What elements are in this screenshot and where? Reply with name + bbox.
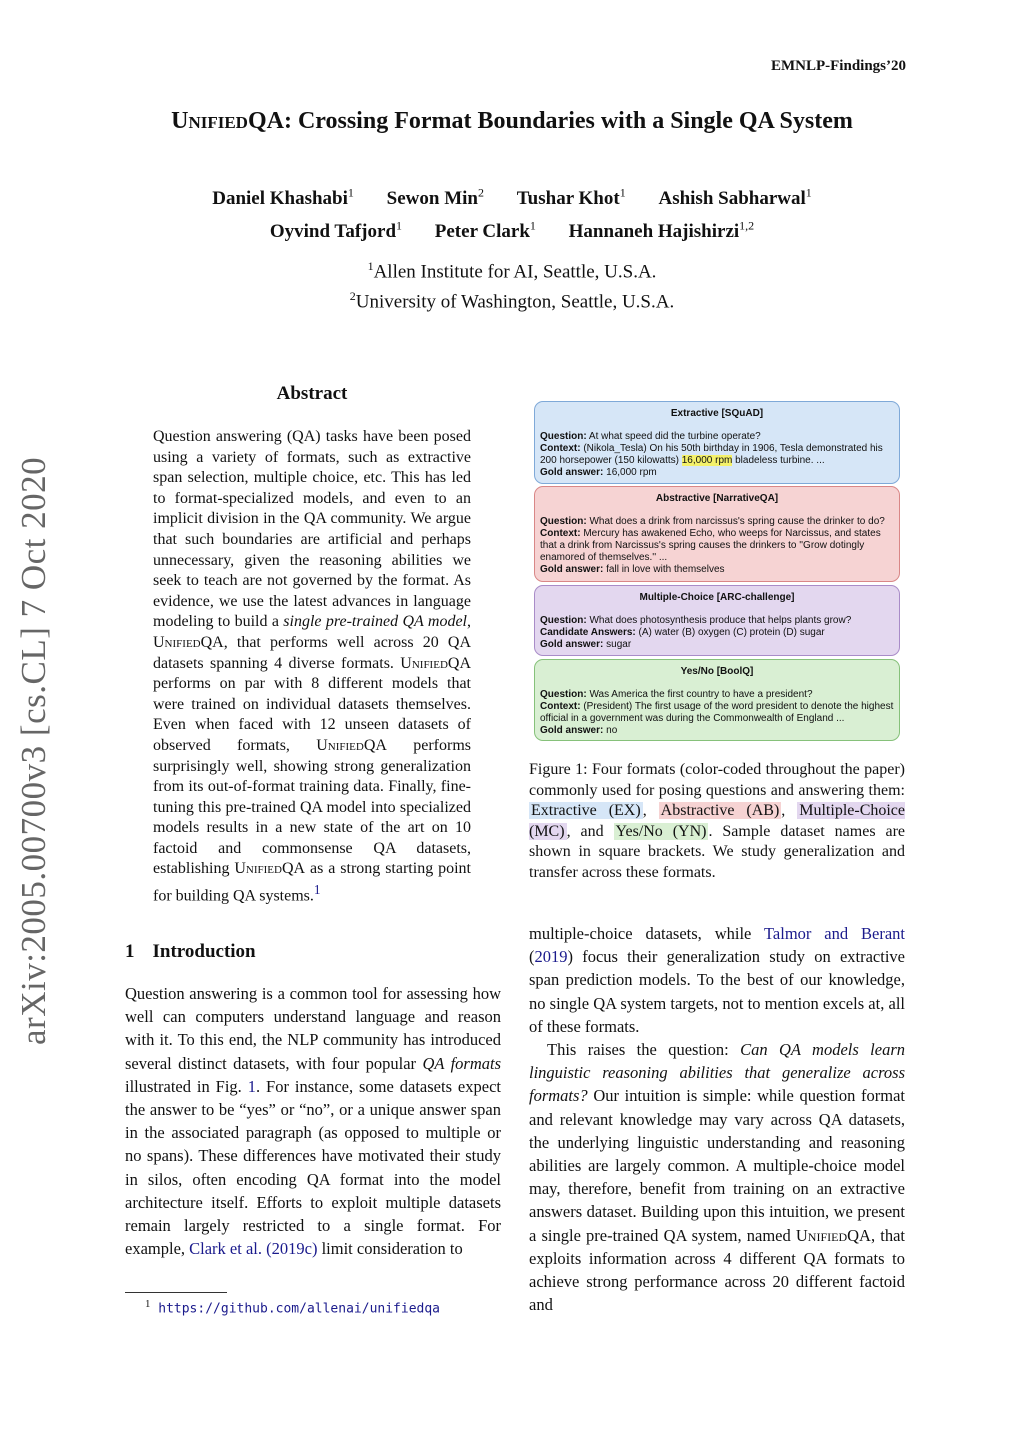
abstract-heading: Abstract — [276, 383, 348, 404]
box-header: Extractive [SQuAD] — [670, 408, 764, 419]
box-question: Question: What does a drink from narcissus's spring cause the drinker to do? — [540, 516, 885, 527]
title-system-name: UnifiedQA — [171, 108, 284, 134]
author: Peter Clark$^1$ — [434, 218, 536, 242]
abstract-text: Question answering (QA) tasks have been posed using a variety of formats, such as extractive span selection, multiple choice, etc. This has led to format-specialized models, and even to an implicit division in the QA community. We argue that such boundaries are artificial and perhaps unnecessary, given the reasoning abilities we seek to teach are not governed by the format. As evidence, we use the latest advances in language modeling to build a single pre-trained QA model, UnifiedQA, that performs well across 20 QA datasets spanning 4 diverse formats. UnifiedQA performs on par with 8 different models that were trained on individual datasets themselves. Even when faced with 12 unseen datasets of observed formats, UnifiedQA performs surprisingly well, showing strong generalization from its out-of-format training data. Finally, fine-tuning this pre-trained QA model into specialized models results in a new state of the art on 10 factoid and commonsense QA datasets, establishing UnifiedQA as a strong starting point for building QA systems.$^1$ — [153, 428, 472, 905]
figure-ref-link[interactable]: 1 — [247, 1076, 256, 1096]
author: Sewon Min$^2$ — [386, 186, 484, 210]
paragraph: multiple-choice datasets, while Talmor and Berant (2019) focus their generalization study on extractive span prediction models. To the best of our knowledge, no single QA system targets, not to mention excels at, all of these formats. — [529, 924, 906, 1036]
box-answer: Gold answer: no — [540, 725, 618, 736]
intro-right-column — [529, 922, 905, 1316]
author-line-1 — [0, 180, 1024, 212]
title-rest: : Crossing Format Boundaries with a Single QA System — [283, 108, 853, 134]
footnote-link[interactable]: 1 — [313, 882, 321, 898]
answer-highlight: 16,000 rpm — [681, 455, 733, 466]
venue-label: EMNLP-Findings’20 — [770, 58, 906, 74]
arxiv-stamp: arXiv:2005.00700v3 [cs.CL] 7 Oct 2020 — [14, 456, 53, 1045]
affiliations — [0, 254, 1024, 315]
tag-yes-no: Yes/No (YN) — [615, 822, 707, 840]
author: Tushar Khot$^1$ — [516, 186, 626, 210]
box-answer: Gold answer: fall in love with themselves — [540, 564, 725, 575]
tag-abstractive: Abstractive (AB) — [660, 802, 780, 819]
author: Hannaneh Hajishirzi$^{1,2}$ — [568, 218, 755, 242]
citation-link[interactable]: Talmor and Berant — [763, 924, 906, 943]
box-candidates: Candidate Answers: (A) water (B) oxygen (C) protein (D) sugar — [540, 627, 825, 638]
box-answer: Gold answer: sugar — [540, 639, 632, 650]
citation-year-link[interactable]: (2019c) — [266, 1239, 318, 1259]
box-context: Context: (President) The first usage of the word president to denote the highest official in a government was during the Commonwealth of England ... — [540, 701, 894, 724]
tag-multiple-choice: Multiple-Choice (MC) — [529, 802, 906, 840]
tag-extractive: Extractive (EX) — [531, 802, 641, 819]
figure-box-abstractive — [534, 486, 900, 582]
footnote: $^1$ https://github.com/allenai/unifiedqa — [145, 1298, 441, 1317]
author-line-2 — [0, 212, 1024, 244]
box-header: Abstractive [NarrativeQA] — [655, 493, 779, 504]
paragraph: This raises the question: Can QA models learn linguistic reasoning abilities that generalize across formats? Our intuition is simple: while question format and relevant knowledge may vary across QA datasets, the underlying linguistic understanding and reasoning abilities are largely common. A multiple-choice model may, therefore, benefit from training on an extractive answers dataset. Building upon this intuition, we present a single pre-trained QA system, named UnifiedQA, that exploits information across 4 different QA formats to achieve strong performance across 20 different factoid and — [529, 1040, 905, 1315]
box-context: Context: Mercury has awakened Echo, who weeps for Narcissus, and states that a drink from Narcissus's spring causes the drinkers to ''Grow dotingly enamored of themselves.'' ... — [540, 528, 881, 563]
author-list — [0, 180, 1024, 245]
box-question: Question: What does photosynthesis produce that helps plants grow? — [540, 615, 852, 626]
footnote-url-link[interactable]: https://github.com/allenai/unifiedqa — [158, 1301, 441, 1317]
paper-title — [0, 108, 1024, 135]
box-answer: Gold answer: 16,000 rpm — [540, 467, 657, 478]
affiliation: $^2$University of Washington, Seattle, U.S.A. — [349, 289, 675, 313]
box-header: Yes/No [BoolQ] — [680, 666, 754, 677]
figure-caption: Figure 1: Four formats (color-coded throughout the paper) commonly used for posing questions and answering them: Extractive (EX) , Abstractive (AB) , Multiple-Choice (MC) , and Yes/No (YN) . Sample dataset names are shown in square brackets. We study generalization and transfer across these formats. — [529, 761, 906, 881]
box-header: Multiple-Choice [ARC-challenge] — [639, 592, 795, 603]
figure-box-yes-no — [534, 659, 900, 741]
intro-left-column: Question answering is a common tool for assessing how well can computers understand language and reason with it. To this end, the NLP community has introduced several distinct datasets, with four popular QA formats illustrated in Fig. 1. For instance, some datasets expect the answer to be “yes” or “no”, or a unique answer span in the associated paragraph (as opposed to multiple or no spans). These differences have motivated their study in silos, often encoding QA format into the model architecture itself. Efforts to exploit multiple datasets remain largely restricted to a single format. For example, Clark et al. (2019c) limit consideration to — [125, 984, 502, 1259]
citation-link[interactable]: Clark et al. — [189, 1239, 262, 1259]
box-question: Question: At what speed did the turbine operate? — [540, 431, 761, 442]
author: Oyvind Tafjord$^1$ — [269, 218, 403, 242]
author: Daniel Khashabi$^1$ — [212, 186, 354, 210]
box-question: Question: Was America the first country to have a president? — [540, 689, 813, 700]
footnote-rule — [125, 1292, 227, 1293]
author: Ashish Sabharwal$^1$ — [658, 186, 812, 210]
figure-box-multiple-choice — [534, 585, 900, 656]
affiliation: $^1$Allen Institute for AI, Seattle, U.S.A. — [367, 259, 657, 283]
box-context: Context: (Nikola_Tesla) On his 50th birthday in 1906, Tesla demonstrated his 200 horsepower (150 kilowatts) 16,000 rpm bladeless turbine. ... — [540, 443, 883, 466]
figure-box-extractive — [534, 401, 900, 484]
section-heading: 1 Introduction — [125, 941, 256, 962]
citation-year-link[interactable]: 2019 — [534, 947, 568, 967]
